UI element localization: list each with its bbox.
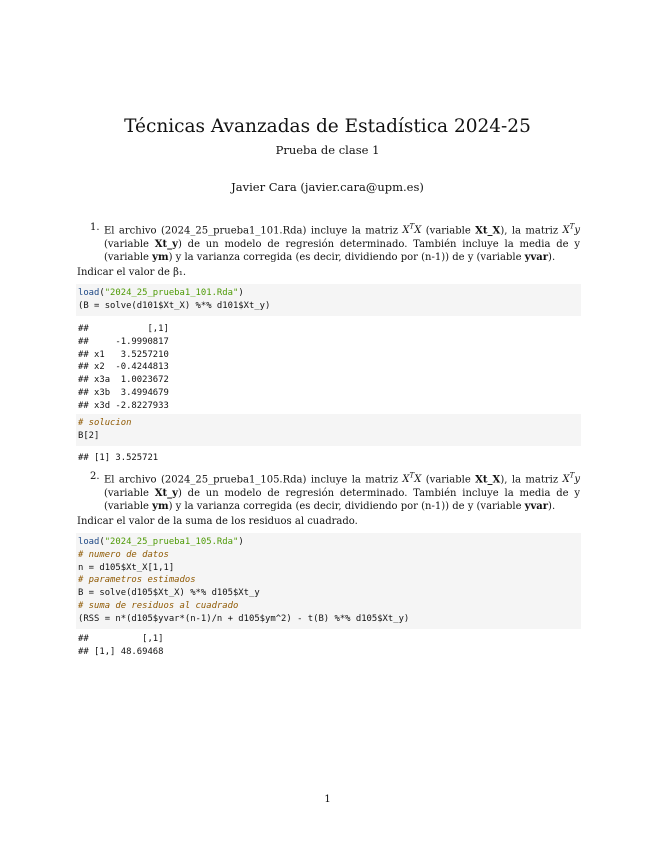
code-q2-line-b: B = solve(d105$Xt_X) %*% d105$Xt_y [78,588,260,599]
question-2-file: (2024_25_prueba1_105.Rda) [161,474,307,486]
code-block-q2: load("2024_25_prueba1_105.Rda") # numero de datos n = d105$Xt_X[1,1] # parametros estimados B = solve(d105$Xt_X) %*% d105$Xt_y # suma de residuos al cuadrado (RSS = n*(d105$yvar*(n-1)/n + d105$ym^2) - t(B) %*% d105$Xt_y) [76,533,581,629]
page-number: 1 [324,794,331,805]
document-title: Técnicas Avanzadas de Estadística 2024-25 [124,116,531,137]
code-solve-line: (B = solve(d101$Xt_X) %*% d101$Xt_y) [78,300,271,311]
question-2-number: 2. [90,471,100,482]
code-q2-line-rss: (RSS = n*(d105$yvar*(n-1)/n + d105$ym^2) - t(B) %*% d105$Xt_y) [78,613,410,624]
code-block-q1-solution [76,414,581,446]
code-q2-comment-1: # numero de datos [78,549,169,560]
code-index-line: B[2] [78,430,100,441]
question-1-instruction: Indicar el valor de β₁. [77,267,187,278]
output-q2-result: ## [,1] ## [1,] 48.69468 [78,634,164,657]
question-2-instruction: Indicar el valor de la suma de los residuos al cuadrado. [77,516,358,527]
code-comment: # solucion [78,418,132,428]
code-q2-comment-3: # suma de residuos al cuadrado [78,600,239,611]
output-q1-coefficients: ## [,1] ## -1.9990817 ## x1 3.5257210 ## x2 -0.4244813 ## x3a 1.0023672 ## x3b 3.4994679 ## x3d -2.8227933 [78,324,169,411]
code-q2-line-n: n = d105$Xt_X[1,1] [78,562,175,573]
document-subtitle: Prueba de clase 1 [275,143,380,157]
question-1-file: (2024_25_prueba1_101.Rda) [161,225,307,237]
question-1-number: 1. [90,222,100,233]
code-load-fn: load [78,288,100,298]
question-1-text: 1. El archivo (2024_25_prueba1_101.Rda) incluye la matriz $X^TX$ (variable Xt_X), la matriz $X^Ty$ (variable Xt_y) de un modelo de regresión determinado. También incluye la media de y (variable ym) y la varianza corregida (es decir, dividiendo por (n-1)) de y (variable yvar). [90,222,580,263]
question-2-text: 2. El archivo (2024_25_prueba1_105.Rda) incluye la matriz $X^TX$ (variable Xt_X), la matriz $X^Ty$ (variable Xt_y) de un modelo de regresión determinado. También incluye la media de y (variable ym) y la varianza corregida (es decir, dividiendo por (n-1)) de y (variable yvar). [90,471,580,512]
document-author: Javier Cara (javier.cara@upm.es) [231,180,424,194]
code-q2-load-arg: "2024_25_prueba1_105.Rda" [104,537,239,547]
output-q1-result: ## [1] 3.525721 [78,453,159,463]
code-load-arg: "2024_25_prueba1_101.Rda" [104,288,239,298]
code-q2-comment-2: # parametros estimados [78,575,196,586]
code-block-q1-load: load("2024_25_prueba1_101.Rda") (B = solve(d101$Xt_X) %*% d101$Xt_y) [76,284,581,316]
